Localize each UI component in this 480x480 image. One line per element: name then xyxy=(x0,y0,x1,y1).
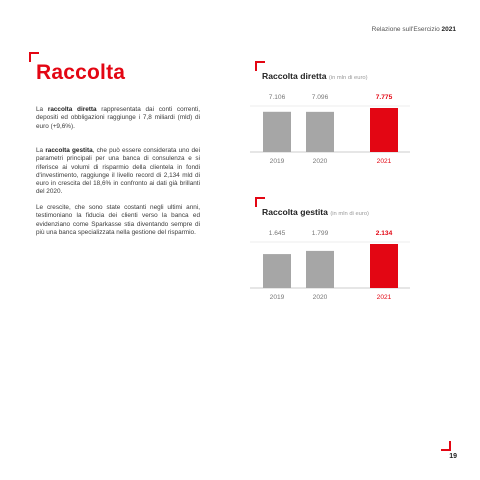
category-label-2019: 2019 xyxy=(269,158,285,165)
page-title: Raccolta xyxy=(36,61,126,84)
paragraph-2-bold: raccolta gestita xyxy=(45,147,93,154)
paragraph-1-post: rappresentata dai conti correnti, depositi ed obbligazioni raggiunge i 7,8 miliardi (mld) di euro (+9,6%). xyxy=(36,106,200,130)
corner-mark-page xyxy=(441,441,451,451)
value-label-2020: 1.799 xyxy=(311,230,329,237)
paragraph-raccolta-gestita xyxy=(36,147,200,197)
value-label-2020: 7.096 xyxy=(311,94,329,101)
paragraph-1-bold: raccolta diretta xyxy=(47,106,97,113)
paragraph-crescite xyxy=(36,204,200,237)
paragraph-2-post: , che può essere considerata uno dei parametri principali per una banca di consulenza e si riferisce ai volumi di risparmio della clientela in fondi d'investimento, raggiunge il livello record di 2,134 mld di euro in crescita del 18,6% in confronto ai dati già brillanti del 2020. xyxy=(36,147,200,196)
category-label-2019: 2019 xyxy=(269,294,285,301)
value-label-2021: 7.775 xyxy=(375,94,393,101)
report-header xyxy=(372,26,456,33)
report-header-prefix: Relazione sull'Esercizio xyxy=(371,26,440,33)
report-header-year: 2021 xyxy=(441,26,456,33)
chart-1-unit: (in mln di euro) xyxy=(328,75,368,81)
chart-title-raccolta-diretta xyxy=(262,71,368,81)
corner-mark-chart-gestita xyxy=(255,197,265,207)
paragraph-3-post: Le crescite, che sono state costanti negli ultimi anni, testimoniano la fiducia dei clienti verso la banca ed evidenziano come Sparkasse stia diventando sempre di più una banca specializzata nella gestione del risparmio. xyxy=(36,204,200,236)
value-label-2019: 1.645 xyxy=(268,230,286,237)
bar-2020 xyxy=(306,251,334,288)
chart-2-title: Raccolta gestita xyxy=(262,207,328,217)
corner-mark-chart-diretta xyxy=(255,61,265,71)
category-label-2020: 2020 xyxy=(312,294,328,301)
value-label-2021: 2.134 xyxy=(375,230,393,237)
bar-2021 xyxy=(370,244,398,288)
category-label-2021: 2021 xyxy=(376,158,392,165)
chart-raccolta-diretta xyxy=(250,86,450,174)
paragraph-raccolta-diretta xyxy=(36,106,200,131)
paragraph-1-pre: La xyxy=(36,106,48,113)
chart-title-raccolta-gestita xyxy=(262,207,369,217)
bar-2021 xyxy=(370,108,398,152)
chart-raccolta-gestita xyxy=(250,222,450,310)
category-label-2020: 2020 xyxy=(312,158,328,165)
paragraph-2-pre: La xyxy=(36,147,46,154)
page-number: 19 xyxy=(449,453,457,460)
bar-2020 xyxy=(306,112,334,152)
bar-2019 xyxy=(263,254,291,288)
category-label-2021: 2021 xyxy=(376,294,392,301)
value-label-2019: 7.106 xyxy=(268,94,286,101)
chart-1-title: Raccolta diretta xyxy=(262,71,327,81)
chart-2-unit: (in mln di euro) xyxy=(330,211,369,217)
bar-2019 xyxy=(263,112,291,152)
